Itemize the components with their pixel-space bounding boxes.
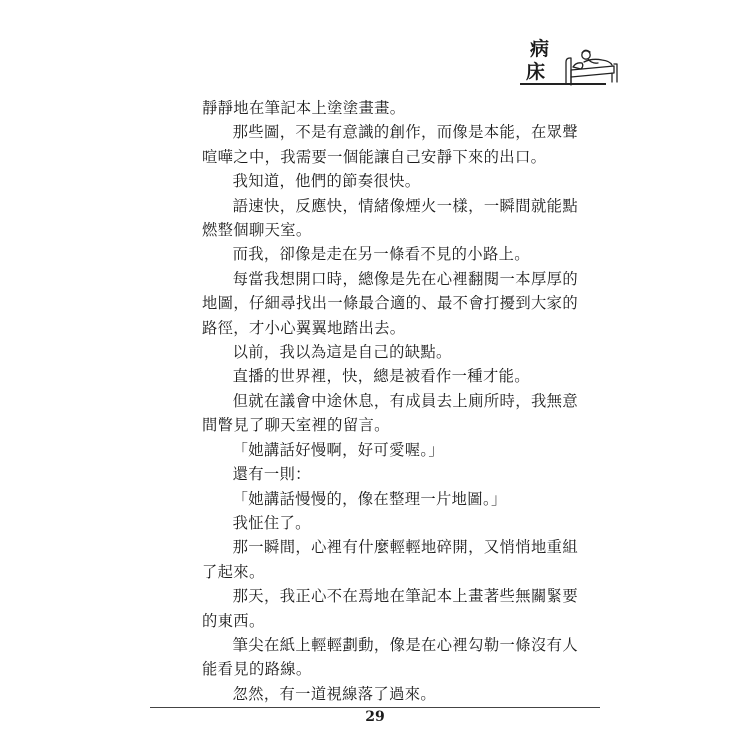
- page-number: 29: [365, 709, 385, 725]
- paragraph-4: 語速快，反應快，情緒像煙火一樣，一瞬間就能點燃整個聊天室。: [202, 196, 578, 240]
- paragraph-9: 但就在議會中途休息，有成員去上廁所時，我無意間瞥見了聊天室裡的留言。: [202, 391, 578, 435]
- hospital-bed-icon: [562, 40, 622, 88]
- paragraph-5: 而我，卻像是走在另一條看不見的小路上。: [232, 245, 530, 264]
- paragraph-17: 忽然，有一道視線落了過來。: [232, 684, 437, 703]
- paragraph-12: 「她講話慢慢的，像在整理一片地圖。」: [232, 489, 507, 508]
- paragraph-3: 我知道，他們的節奏很快。: [232, 172, 421, 191]
- paragraph-2: 那些圖，不是有意識的創作，而像是本能，在眾聲喧嘩之中，我需要一個能讓自己安靜下來的出口。: [202, 123, 578, 166]
- paragraph-14: 那一瞬間，心裡有什麼輕輕地碎開，又悄悄地重組了起來。: [202, 538, 578, 581]
- paragraph-13: 我怔住了。: [232, 513, 311, 532]
- body-text: [202, 96, 578, 706]
- chapter-title-char-2: 床: [526, 61, 546, 83]
- chapter-title-char-1: 病: [530, 38, 550, 60]
- paragraph-7: 以前，我以為這是自己的缺點。: [232, 343, 452, 362]
- paragraph-10: 「她講話好慢啊，好可愛喔。」: [232, 440, 445, 459]
- paragraph-1: 靜靜地在筆記本上塗塗畫畫。: [202, 99, 406, 117]
- paragraph-6: 每當我想開口時，總像是先在心裡翻閱一本厚厚的地圖，仔細尋找出一條最合適的、最不會打擾到大家的路徑，才小心翼翼地踏出去。: [202, 269, 578, 337]
- paragraph-15: 那天，我正心不在焉地在筆記本上畫著些無關緊要的東西。: [202, 587, 578, 630]
- paragraph-8: 直播的世界裡，快，總是被看作一種才能。: [232, 367, 530, 386]
- paragraph-16: 筆尖在紙上輕輕劃動，像是在心裡勾勒一條沒有人能看見的路線。: [202, 635, 578, 679]
- paragraph-11: 還有一則：: [232, 465, 311, 484]
